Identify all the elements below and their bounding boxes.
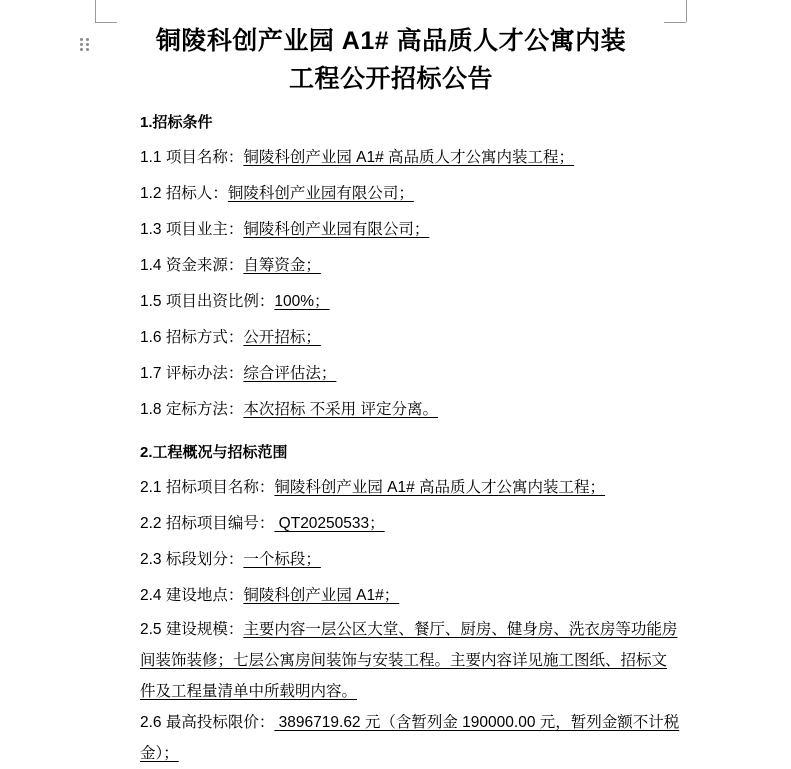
section-1-item-1 [96,140,686,176]
drag-handle-icon[interactable] [78,36,90,52]
page-title [96,0,686,98]
section-2-item-2 [96,506,686,542]
item-value: QT20250533； [274,515,385,532]
item-value: 铜陵科创产业园有限公司； [227,185,414,202]
document-content [96,0,686,762]
section-1-item-6 [96,320,686,356]
item-label: 1.2 招标人： [140,185,228,202]
section-2-item-5 [96,614,686,707]
item-label: 1.7 评标办法： [140,365,244,382]
page-title-line-2: 工程公开招标公告 [288,65,493,93]
item-label: 1.3 项目业主： [140,221,244,238]
section-2 [96,442,686,769]
item-label: 1.6 招标方式： [140,329,244,346]
item-value: 本次招标 不采用 评定分离。 [243,401,438,418]
section-1-item-7 [96,356,686,392]
crop-mark-top-right-vertical [686,0,687,22]
section-1-item-5 [96,284,686,320]
item-value: 公开招标； [243,329,321,346]
section-2-heading: 2.工程概况与招标范围 [140,444,288,461]
item-value: 综合评估法； [243,365,337,382]
section-1 [96,112,686,428]
item-label: 2.4 建设地点： [140,587,244,604]
item-value: 100%； [274,293,330,310]
section-1-item-8 [96,392,686,428]
item-label: 1.5 项目出资比例： [140,293,275,310]
item-label: 2.3 标段划分： [140,551,244,568]
item-label: 1.1 项目名称： [140,149,244,166]
item-value: 铜陵科创产业园 A1# 高品质人才公寓内装工程； [243,149,575,166]
page-title-line-1: 铜陵科创产业园 A1# 高品质人才公寓内装 [155,27,627,55]
section-2-item-3 [96,542,686,578]
item-label: 2.1 招标项目名称： [140,479,275,496]
item-value: 铜陵科创产业园 A1# 高品质人才公寓内装工程； [274,479,606,496]
section-1-item-4 [96,248,686,284]
section-2-item-6 [96,707,686,769]
section-2-item-1 [96,470,686,506]
item-label: 1.4 资金来源： [140,257,244,274]
item-value: 铜陵科创产业园有限公司； [243,221,430,238]
item-value: 主要内容一层公区大堂、餐厅、厨房、健身房、洗衣房等功能房间装饰装修；七层公寓房间装饰与安装工程。主要内容详见施工图纸、招标文件及工程量清单中所载明内容。 [140,621,678,700]
item-value: 一个标段； [243,551,321,568]
item-label: 2.2 招标项目编号： [140,515,275,532]
item-value: 自筹资金； [243,257,321,274]
section-1-heading: 1.招标条件 [140,114,213,131]
section-1-item-3 [96,212,686,248]
section-1-item-2 [96,176,686,212]
item-value: 3896719.62 元（含暂列金 190000.00 元，暂列金额不计税金）； [140,714,680,762]
section-2-item-4 [96,578,686,614]
item-label: 2.6 最高投标限价： [140,714,275,731]
item-value: 铜陵科创产业园 A1#； [243,587,400,604]
item-label: 2.5 建设规模： [140,621,244,638]
item-label: 1.8 定标方法： [140,401,244,418]
